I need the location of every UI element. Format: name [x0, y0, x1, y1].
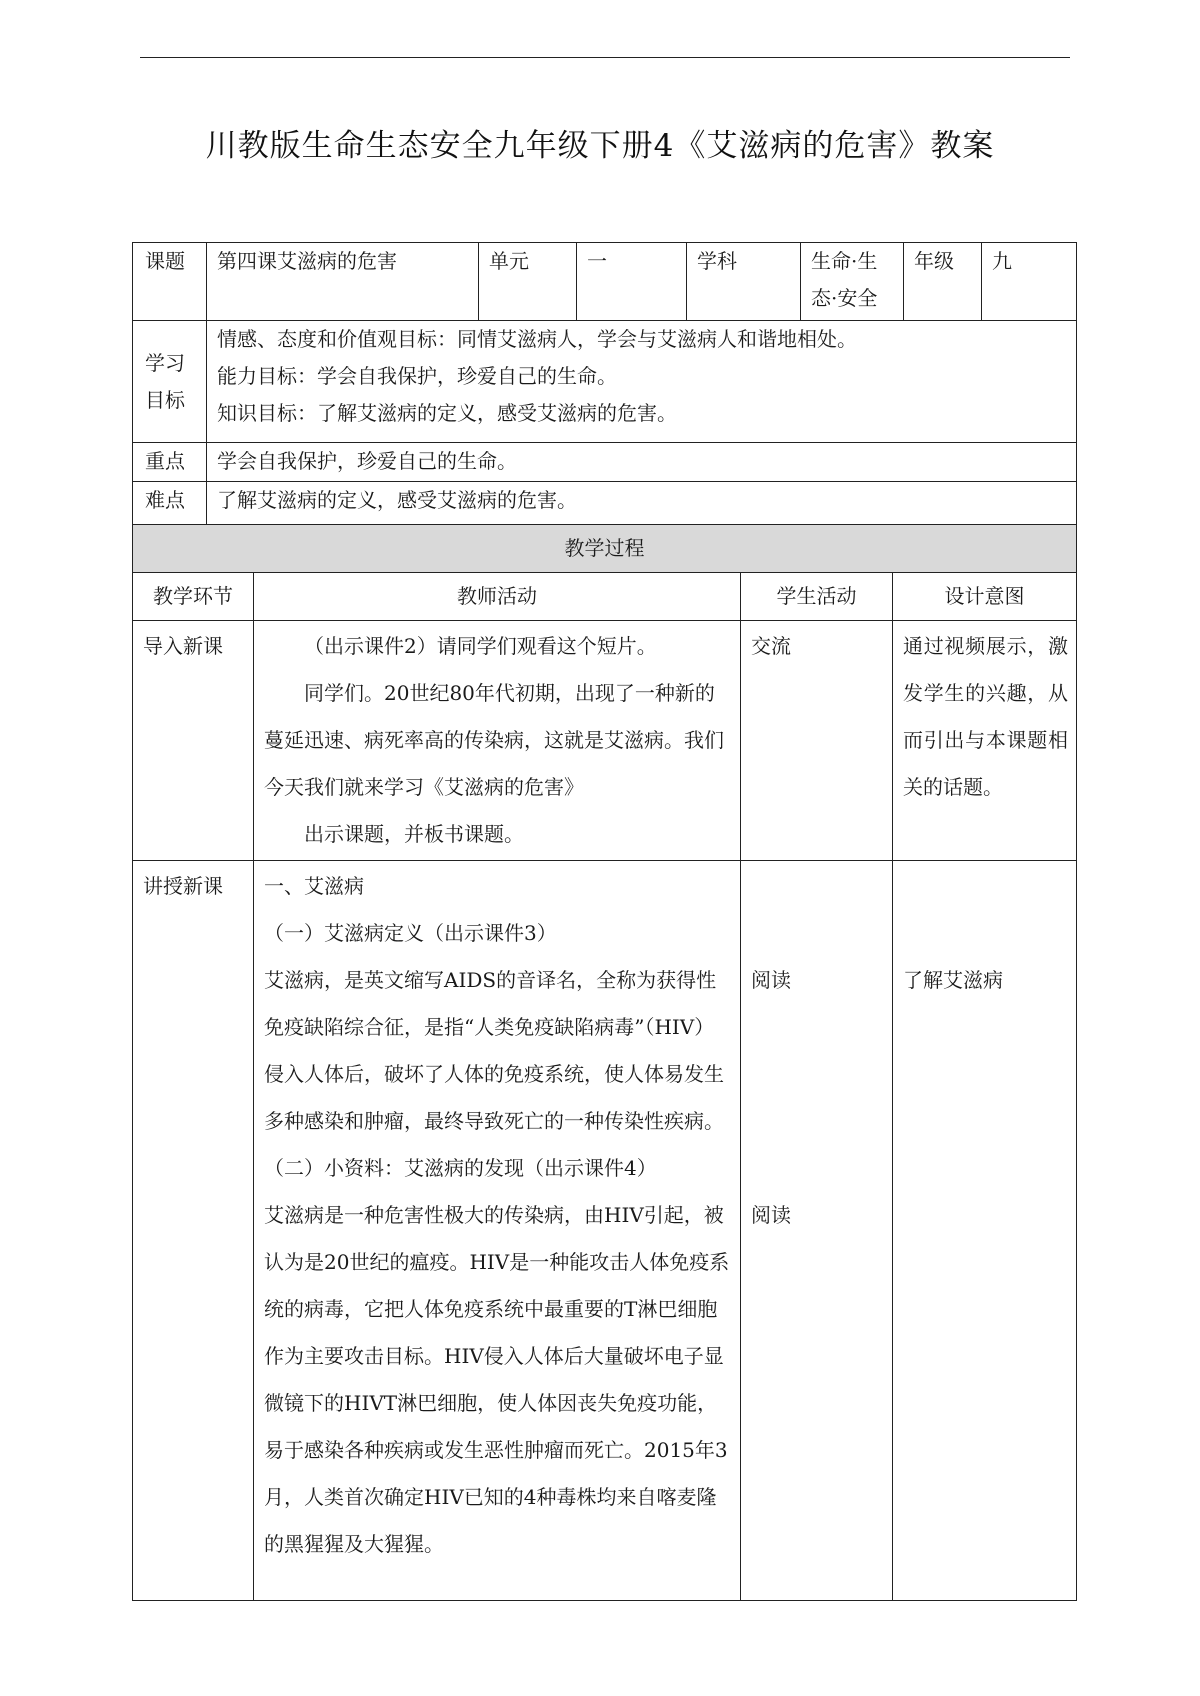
- grade-value: 九: [982, 243, 1077, 321]
- process-row-lecture: [133, 861, 1077, 1601]
- goals-label: [133, 321, 207, 443]
- column-header-teacher: 教师活动: [254, 573, 741, 621]
- difficulty-value: 了解艾滋病的定义，感受艾滋病的危害。: [207, 482, 1077, 525]
- process-banner-row: [133, 525, 1077, 573]
- subject-value: [801, 243, 904, 321]
- goals-label-line-1: 学习: [145, 350, 185, 375]
- header-rule: [140, 57, 1070, 58]
- intro-student-activity: 交流: [741, 621, 893, 861]
- key-point-value: 学会自我保护，珍爱自己的生命。: [207, 443, 1077, 482]
- goal-item: 情感、态度和价值观目标：同情艾滋病人，学会与艾滋病人和谐地相处。: [217, 327, 857, 351]
- goals-label-line-2: 目标: [145, 387, 185, 412]
- intro-teacher-paragraph: （出示课件2）请同学们观看这个短片。: [304, 634, 657, 658]
- process-row-intro: [133, 621, 1077, 861]
- lecture-subheading: （二）小资料：艾滋病的发现（出示课件4）: [264, 1156, 657, 1180]
- unit-value: 一: [577, 243, 687, 321]
- info-row-goals: [133, 321, 1077, 443]
- unit-label: 单元: [479, 243, 577, 321]
- subject-value-line-2: 态·安全: [811, 286, 878, 310]
- lecture-paragraph: 艾滋病，是英文缩写AIDS的音译名，全称为获得性免疫缺陷综合征，是指“人类免疫缺陷病毒”（HIV）侵入人体后，破坏了人体的免疫系统，使人体易发生多种感染和肿瘤，最终导致死亡的一种传染性疾病。: [264, 968, 724, 1133]
- lecture-subheading: （一）艾滋病定义（出示课件3）: [264, 921, 557, 945]
- lecture-student-reading-1: 阅读: [751, 968, 791, 992]
- intro-stage: 导入新课: [133, 621, 254, 861]
- key-point-label: 重点: [133, 443, 207, 482]
- subject-label: 学科: [687, 243, 801, 321]
- lecture-paragraph: 艾滋病是一种危害性极大的传染病，由HIV引起，被认为是20世纪的瘟疫。HIV是一种能攻击人体免疫系统的病毒，它把人体免疫系统中最重要的T淋巴细胞作为主要攻击目标。HIV侵入人体后大量破坏电子显微镜下的HIVT淋巴细胞，使人体因丧失免疫功能，易于感染各种疾病或发生恶性肿瘤而死亡。2015年3月，人类首次确定HIV已知的4种毒株均来自喀麦隆的黑猩猩及大猩猩。: [264, 1203, 730, 1556]
- info-row-topic: [133, 243, 1077, 321]
- teaching-process-table: [132, 524, 1077, 1601]
- topic-value: 第四课艾滋病的危害: [207, 243, 479, 321]
- lecture-design-intent: [893, 861, 1077, 1601]
- goal-item: 能力目标：学会自我保护，珍爱自己的生命。: [217, 364, 617, 388]
- column-header-stage: 教学环节: [133, 573, 254, 621]
- lesson-info-table: [132, 242, 1077, 525]
- lecture-student-reading-2: 阅读: [751, 1203, 791, 1227]
- goal-item: 知识目标：了解艾滋病的定义，感受艾滋病的危害。: [217, 401, 677, 425]
- info-row-difficulty: [133, 482, 1077, 525]
- column-header-student: 学生活动: [741, 573, 893, 621]
- column-header-intent: 设计意图: [893, 573, 1077, 621]
- topic-label: 课题: [133, 243, 207, 321]
- lecture-intent-text: 了解艾滋病: [903, 968, 1003, 992]
- intro-design-intent: 通过视频展示，激发学生的兴趣，从而引出与本课题相关的话题。: [893, 621, 1077, 861]
- goals-list: [207, 321, 1077, 443]
- difficulty-label: 难点: [133, 482, 207, 525]
- process-banner: 教学过程: [133, 525, 1077, 573]
- process-header-row: [133, 573, 1077, 621]
- intro-teacher-paragraph: 出示课题，并板书课题。: [304, 822, 524, 846]
- lecture-teacher-activity: [254, 861, 741, 1601]
- lecture-student-activity: [741, 861, 893, 1601]
- lecture-stage: 讲授新课: [133, 861, 254, 1601]
- grade-label: 年级: [904, 243, 982, 321]
- lecture-heading: 一、艾滋病: [264, 874, 364, 898]
- intro-teacher-activity: [254, 621, 741, 861]
- subject-value-line-1: 生命·生: [811, 249, 878, 273]
- info-row-key-point: [133, 443, 1077, 482]
- document-title: 川教版生命生态安全九年级下册4《艾滋病的危害》教案: [205, 128, 995, 164]
- intro-teacher-paragraph: 同学们。20世纪80年代初期，出现了一种新的蔓延迅速、病死率高的传染病，这就是艾滋病。我们今天我们就来学习《艾滋病的危害》: [264, 681, 724, 799]
